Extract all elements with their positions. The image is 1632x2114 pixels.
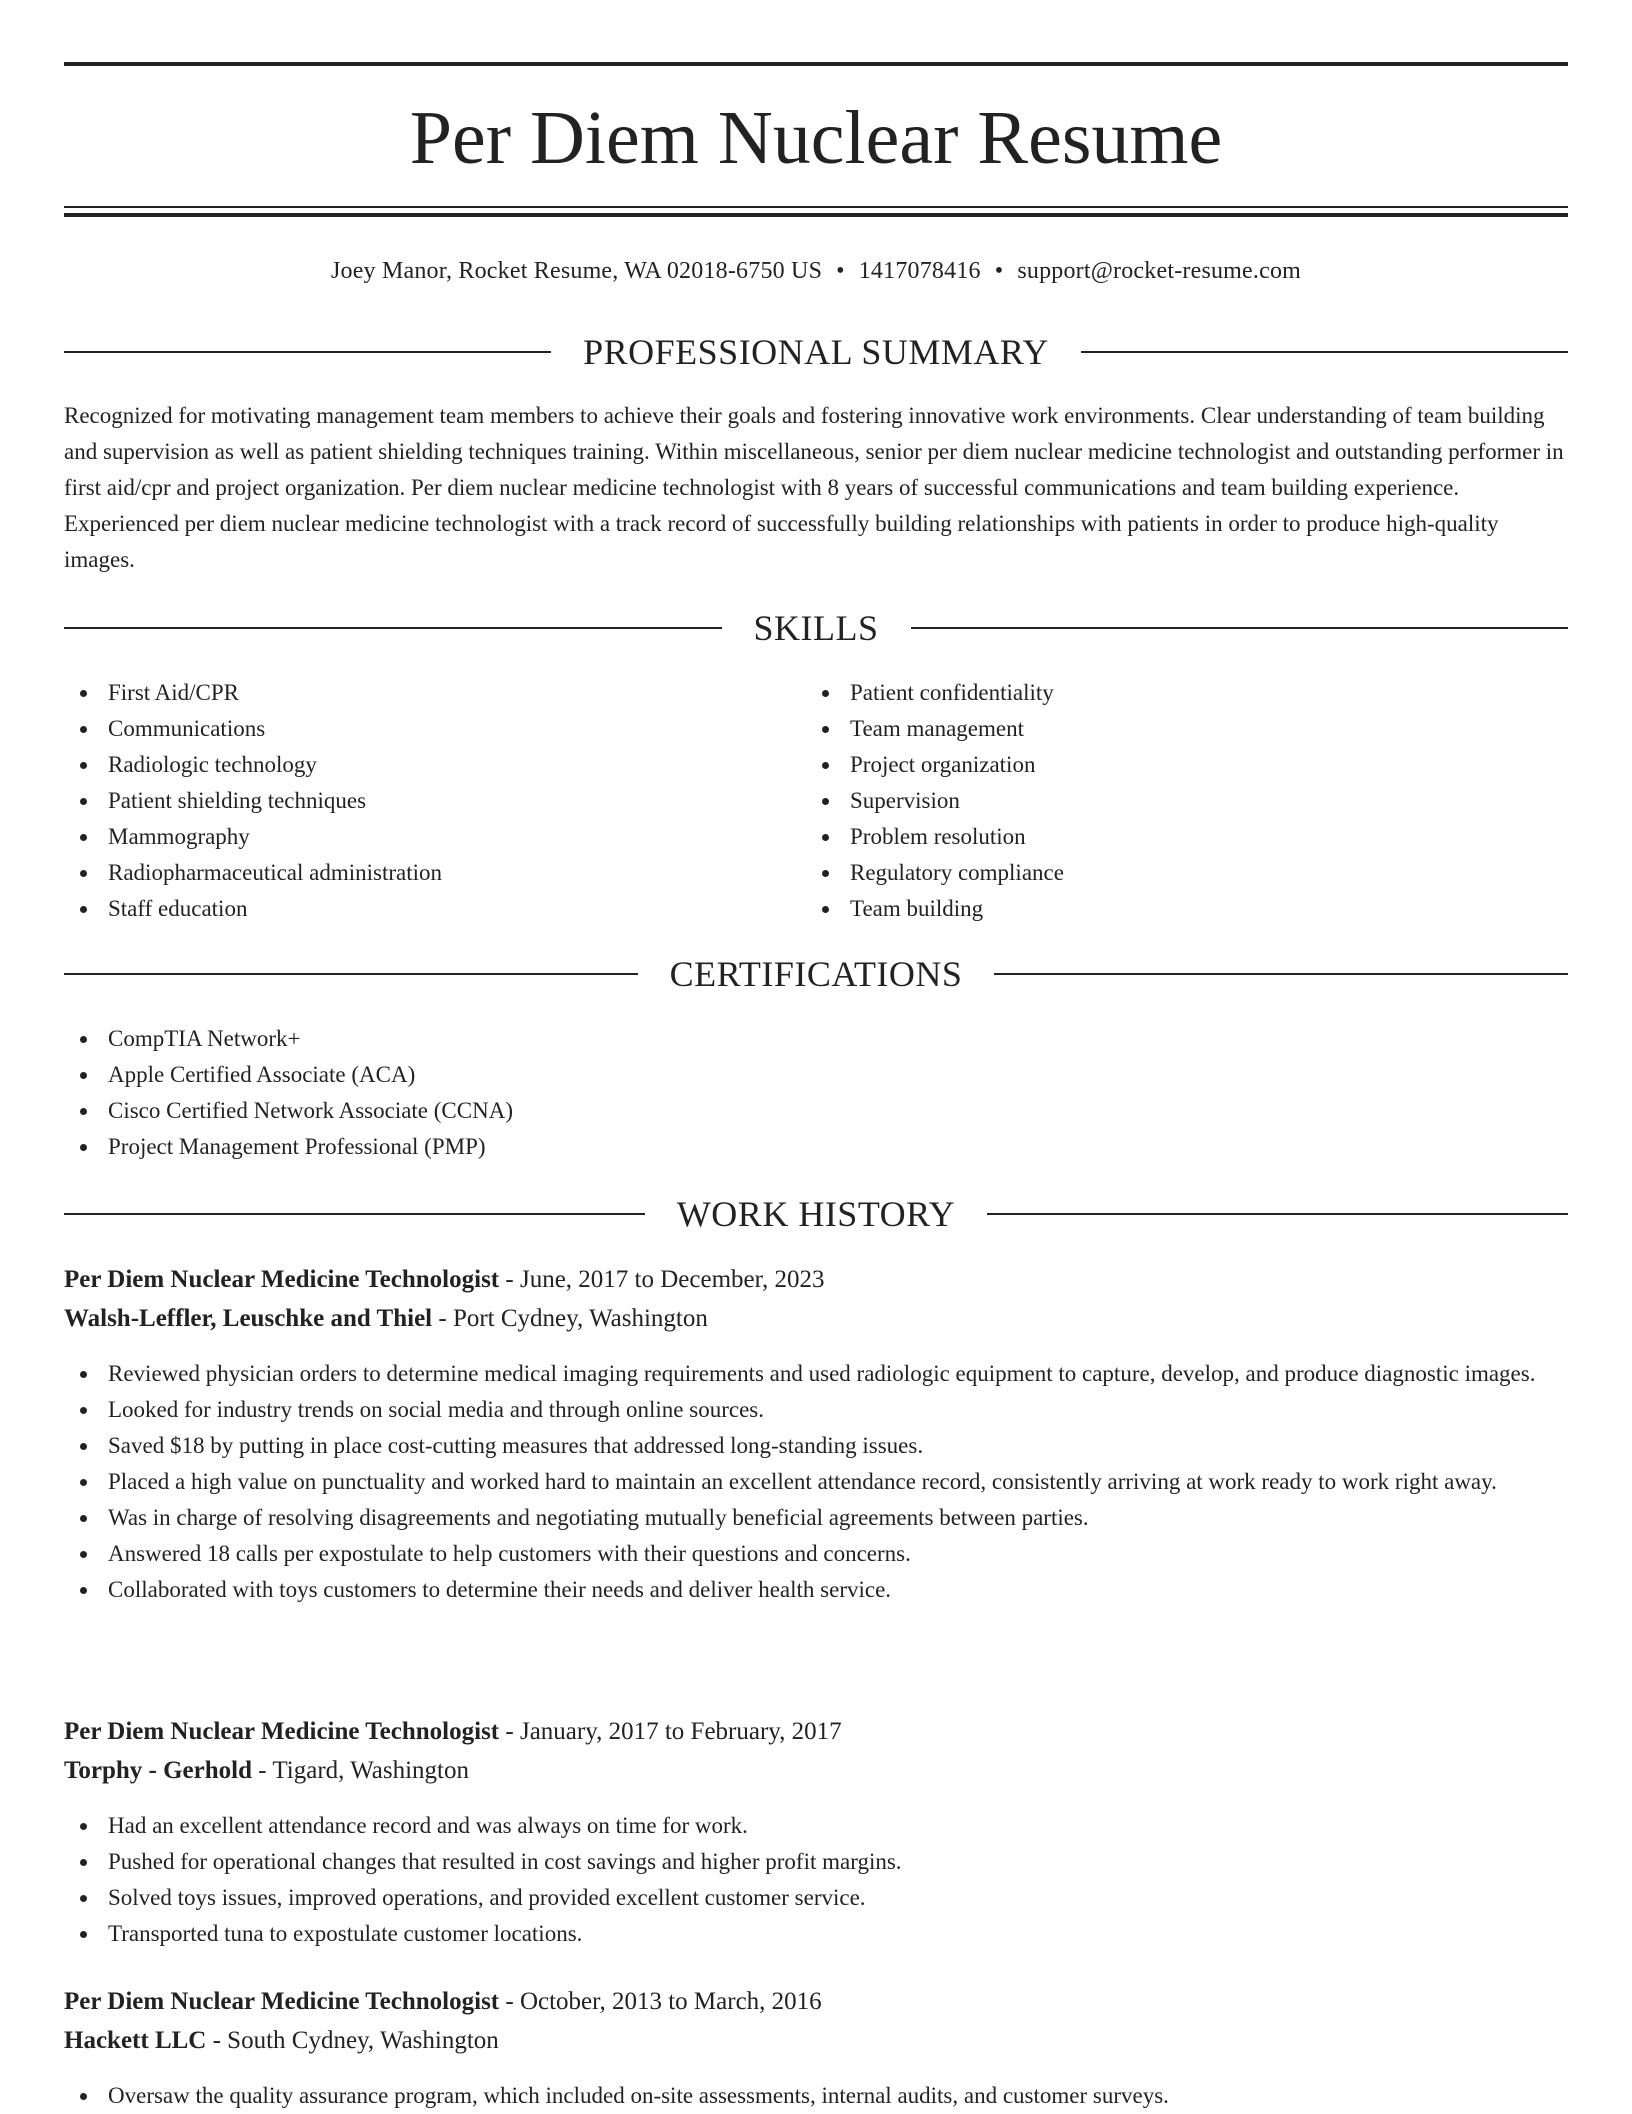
job-location: - Port Cydney, Washington <box>432 1305 708 1332</box>
contact-separator: • <box>836 258 845 284</box>
certification-item: CompTIA Network+ <box>64 1021 1568 1057</box>
job-company-line <box>64 1753 1568 1789</box>
job-title: Per Diem Nuclear Medicine Technologist <box>64 1718 500 1745</box>
skills-column-left <box>64 675 764 927</box>
divider <box>994 973 1568 975</box>
job-title: Per Diem Nuclear Medicine Technologist <box>64 1266 500 1293</box>
job-location: - Tigard, Washington <box>252 1757 470 1784</box>
divider <box>64 1213 645 1215</box>
contact-address: Joey Manor, Rocket Resume, WA 02018-6750 US <box>330 258 823 284</box>
skill-item: Patient confidentiality <box>806 675 1506 711</box>
job-duties-list <box>64 2078 1568 2114</box>
skill-item: Problem resolution <box>806 819 1506 855</box>
section-title: PROFESSIONAL SUMMARY <box>583 332 1049 372</box>
section-heading-summary <box>64 330 1568 374</box>
job-duty-item: Saved $18 by putting in place cost-cutting measures that addressed long-standing issues. <box>64 1428 1568 1464</box>
job-title: Per Diem Nuclear Medicine Technologist <box>64 1988 500 2015</box>
header-rule-lower <box>64 213 1568 217</box>
certification-item: Apple Certified Associate (ACA) <box>64 1057 1568 1093</box>
certification-item: Project Management Professional (PMP) <box>64 1129 1568 1165</box>
section-heading-skills <box>64 606 1568 650</box>
job-dates: - October, 2013 to March, 2016 <box>499 1988 822 2015</box>
job-title-line <box>64 1984 1568 2020</box>
job-location: - South Cydney, Washington <box>206 2027 499 2054</box>
skill-item: Team management <box>806 711 1506 747</box>
divider <box>911 627 1569 629</box>
summary-text: Recognized for motivating management team members to achieve their goals and fostering innovative work environments. Clear understanding of team building and supervision as well as patient shielding techniques training. Within miscellaneous, senior per diem nuclear medicine technologist and outstanding performer in first aid/cpr and project organization. Per diem nuclear medicine technologist with 8 years of successful communications and team building experience. Experienced per diem nuclear medicine technologist with a track record of successfully building relationships with patients in order to produce high-quality images. <box>64 403 1564 572</box>
job-duties-list <box>64 1808 1568 1952</box>
header-rule-upper <box>64 206 1568 208</box>
skill-item: Patient shielding techniques <box>64 783 764 819</box>
contact-phone: 1417078416 <box>858 258 981 284</box>
job-duty-item: Answered 18 calls per expostulate to help customers with their questions and concerns. <box>64 1536 1568 1572</box>
job-duty-item: Solved toys issues, improved operations, and provided excellent customer service. <box>64 1880 1568 1916</box>
section-title: CERTIFICATIONS <box>669 954 963 994</box>
skill-item: Staff education <box>64 891 764 927</box>
certification-item: Cisco Certified Network Associate (CCNA) <box>64 1093 1568 1129</box>
job-duty-item: Placed a high value on punctuality and worked hard to maintain an excellent attendance record, consistently arriving at work ready to work right away. <box>64 1464 1568 1500</box>
job-duty-item: Looked for industry trends on social media and through online sources. <box>64 1392 1568 1428</box>
job-duty-item: Transported tuna to expostulate customer locations. <box>64 1916 1568 1952</box>
skill-item: Radiopharmaceutical administration <box>64 855 764 891</box>
section-heading-work-history <box>64 1192 1568 1236</box>
skill-item: Team building <box>806 891 1506 927</box>
job-title-line <box>64 1714 1568 1750</box>
divider <box>1081 351 1568 353</box>
section-heading-certifications <box>64 952 1568 996</box>
job-company: Walsh-Leffler, Leuschke and Thiel <box>64 1305 433 1332</box>
divider <box>64 627 722 629</box>
divider <box>64 351 551 353</box>
skill-item: Supervision <box>806 783 1506 819</box>
job-duty-item: Had an excellent attendance record and was always on time for work. <box>64 1808 1568 1844</box>
job-title-line <box>64 1262 1568 1298</box>
job-dates: - January, 2017 to February, 2017 <box>499 1718 842 1745</box>
skill-item: Radiologic technology <box>64 747 764 783</box>
divider <box>987 1213 1568 1215</box>
job-duty-item: Reviewed physician orders to determine medical imaging requirements and used radiologic equipment to capture, develop, and produce diagnostic images. <box>64 1356 1568 1392</box>
job-duty-item: Pushed for operational changes that resulted in cost savings and higher profit margins. <box>64 1844 1568 1880</box>
header-top-rule <box>64 62 1568 66</box>
job-dates: - June, 2017 to December, 2023 <box>499 1266 825 1293</box>
job-duty-item: Was in charge of resolving disagreements and negotiating mutually beneficial agreements between parties. <box>64 1500 1568 1536</box>
job-duty-item: Oversaw the quality assurance program, which included on-site assessments, internal audits, and customer surveys. <box>64 2078 1568 2114</box>
job-company: Torphy - Gerhold <box>64 1757 253 1784</box>
section-title: WORK HISTORY <box>676 1194 956 1234</box>
page-title: Per Diem Nuclear Resume <box>409 96 1223 180</box>
skills-column-right <box>806 675 1506 927</box>
job-company: Hackett LLC <box>64 2027 207 2054</box>
skill-item: First Aid/CPR <box>64 675 764 711</box>
divider <box>64 973 638 975</box>
skill-item: Regulatory compliance <box>806 855 1506 891</box>
contact-line <box>64 254 1568 288</box>
contact-email: support@rocket-resume.com <box>1017 258 1302 284</box>
job-company-line <box>64 1301 1568 1337</box>
certifications-list <box>64 1021 1568 1165</box>
job-company-line <box>64 2023 1568 2059</box>
skill-item: Project organization <box>806 747 1506 783</box>
section-title: SKILLS <box>753 608 879 648</box>
job-duties-list <box>64 1356 1568 1608</box>
skill-item: Communications <box>64 711 764 747</box>
skill-item: Mammography <box>64 819 764 855</box>
job-duty-item: Collaborated with toys customers to determine their needs and deliver health service. <box>64 1572 1568 1608</box>
contact-separator: • <box>994 258 1004 284</box>
